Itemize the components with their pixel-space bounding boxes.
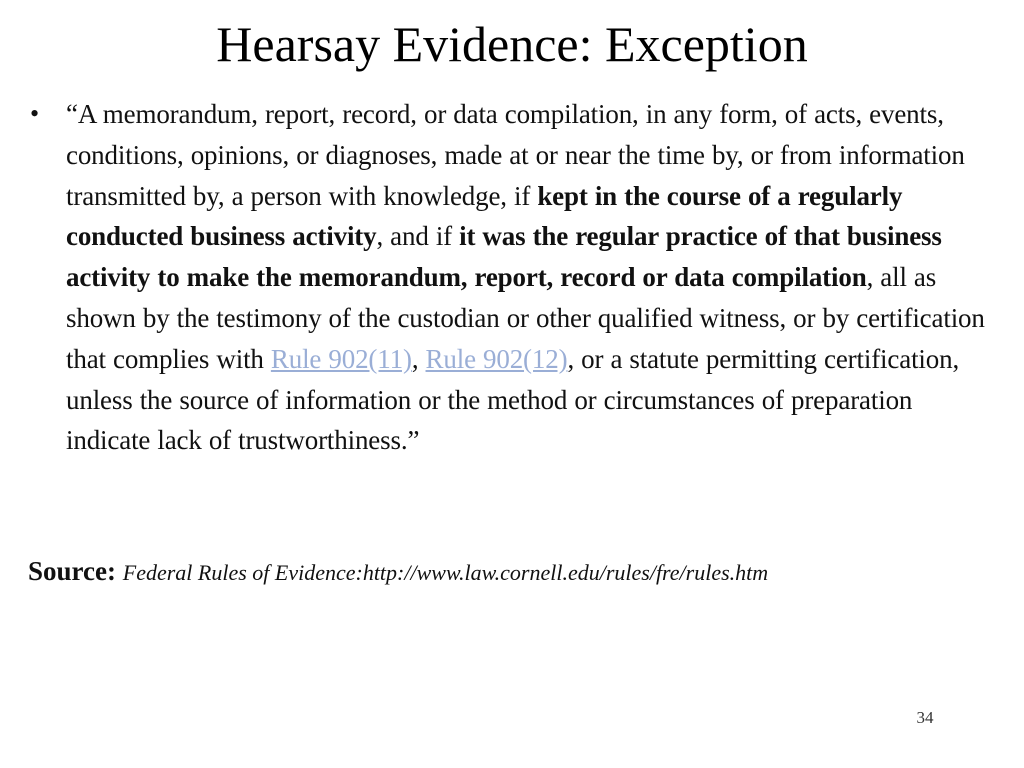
bold-phrase-business-activity: kept in the course of a regularly conducted business activity [66,180,903,252]
quote-text-part-5: , or a statute permitting certification, unless the source of information or the method or circumstances of preparation indicate lack of trustworthiness.” [66,343,960,456]
quote-text-part-2: , and if [376,221,460,252]
bold-phrase-regular-practice: it was the regular practice of that business activity to make the memorandum, report, record or data compilation [66,221,942,293]
slide-title: Hearsay Evidence: Exception [216,16,808,72]
source-citation [28,551,1008,593]
rule-902-11-link[interactable]: Rule 902(11) [270,343,412,374]
quote-text-part-4: , [411,343,426,374]
quote-text [66,94,1002,461]
source-label: Source: [28,556,116,586]
bullet-dot-icon: • [30,99,40,128]
quote-text-part-3: , all as shown by the testimony of the custodian or other qualified witness, or by certification that complies with [66,262,985,374]
rule-902-12-link[interactable]: Rule 902(12) [425,343,568,374]
bullet-item [22,94,1002,461]
page-number: 34 [916,708,934,727]
quote-text-part-1: “A memorandum, report, record, or data compilation, in any form, of acts, events, conditions, opinions, or diagnoses, made at or near the time by, or from information transmitted by, a person with knowledge, if [66,99,965,211]
source-text: Federal Rules of Evidence:http://www.law.cornell.edu/rules/fre/rules.htm [122,560,769,585]
